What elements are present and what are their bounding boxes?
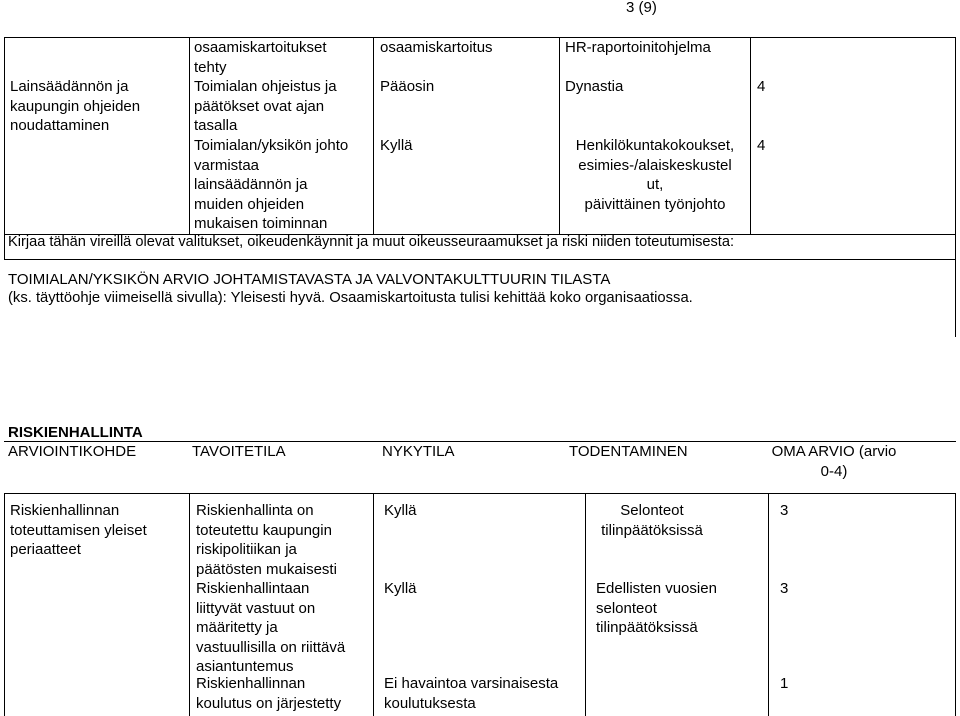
cell-todentaminen: Henkilökuntakokoukset, esimies-/alaiskeskustel ut, päivittäinen työnjohto — [575, 137, 735, 213]
top-table-border — [750, 37, 751, 234]
cell-nykytila: Pääosin — [380, 78, 435, 95]
cell-tavoitetila: Riskienhallinta on toteutettu kaupungin riskipolitiikan ja päätösten mukaisesti — [196, 502, 337, 578]
risk-table-border — [4, 493, 5, 716]
cell-tavoitetila: Riskienhallintaan liittyvät vastuut on määritetty ja vastuullisilla on riittävä asiantuntemus — [196, 580, 346, 675]
risk-table-rule — [4, 493, 956, 494]
risk-table-border — [585, 493, 586, 716]
assessment-heading: TOIMIALAN/YKSIKÖN ARVIO JOHTAMISTAVASTA JA VALVONTAKULTTUURIN TILASTA — [8, 271, 611, 288]
cell-tavoitetila: Toimialan/yksikön johto varmistaa lainsäädännön ja muiden ohjeiden mukaisen toiminnan — [194, 137, 349, 232]
top-table-border — [373, 37, 374, 234]
header-todentaminen: TODENTAMINEN — [569, 443, 688, 460]
page-number: 3 (9) — [626, 0, 657, 16]
cell-osaamiskartoitukset: osaamiskartoitukset tehty — [194, 39, 327, 76]
cell-todentaminen: Selonteot tilinpäätöksissä — [601, 502, 703, 539]
header-oma-arvio: OMA ARVIO (arvio 0-4) — [771, 443, 897, 480]
cell-tavoitetila: Toimialan ohjeistus ja päätökset ovat ajan tasalla — [194, 78, 337, 134]
cell-nykytila: Ei havaintoa varsinaisesta koulutuksesta — [384, 675, 559, 712]
header-nykytila: NYKYTILA — [382, 443, 455, 460]
top-table-border — [4, 37, 5, 259]
risk-table-border — [373, 493, 374, 716]
cell-oma-arvio: 4 — [757, 137, 766, 154]
cell-tavoitetila: Riskienhallinnan koulutus on järjestetty — [196, 675, 342, 712]
top-table-border — [189, 37, 190, 234]
cell-oma-arvio: 3 — [780, 502, 789, 519]
cell-oma-arvio: 1 — [780, 675, 789, 692]
assessment-text: (ks. täyttöohje viimeisellä sivulla): Yleisesti hyvä. Osaamiskartoitusta tulisi kehittää koko organisaatiossa. — [8, 290, 693, 306]
cell-todentaminen: Dynastia — [565, 78, 624, 95]
cell-nykytila: Kyllä — [384, 502, 417, 519]
risk-table-border — [189, 493, 190, 716]
top-table-rule — [4, 259, 956, 260]
footer-prompt: Kirjaa tähän vireillä olevat valitukset, oikeudenkäynnit ja muut oikeusseuraamukset ja riski niiden toteutumisesta: — [8, 234, 735, 250]
risk-table-border — [955, 493, 956, 716]
top-table-border — [955, 37, 956, 337]
cell-oma-arvio: 3 — [780, 580, 789, 597]
cell-nykytila: Kyllä — [384, 580, 417, 597]
top-table-border — [559, 37, 560, 234]
risk-table-border — [768, 493, 769, 716]
cell-arviointikohde: Lainsäädännön ja kaupungin ohjeiden noudattaminen — [10, 78, 141, 134]
header-tavoitetila: TAVOITETILA — [192, 443, 286, 460]
cell-arviointikohde: Riskienhallinnan toteuttamisen yleiset periaatteet — [10, 502, 147, 558]
cell-hr-ohjelma: HR-raportoinitohjelma — [565, 39, 711, 56]
cell-osaamiskartoitus: osaamiskartoitus — [380, 39, 493, 56]
section-title: RISKIENHALLINTA — [8, 424, 143, 441]
header-arviointikohde: ARVIOINTIKOHDE — [8, 443, 137, 460]
cell-nykytila: Kyllä — [380, 137, 413, 154]
cell-todentaminen: Edellisten vuosien selonteot tilinpäätöksissä — [596, 580, 717, 636]
cell-oma-arvio: 4 — [757, 78, 766, 95]
